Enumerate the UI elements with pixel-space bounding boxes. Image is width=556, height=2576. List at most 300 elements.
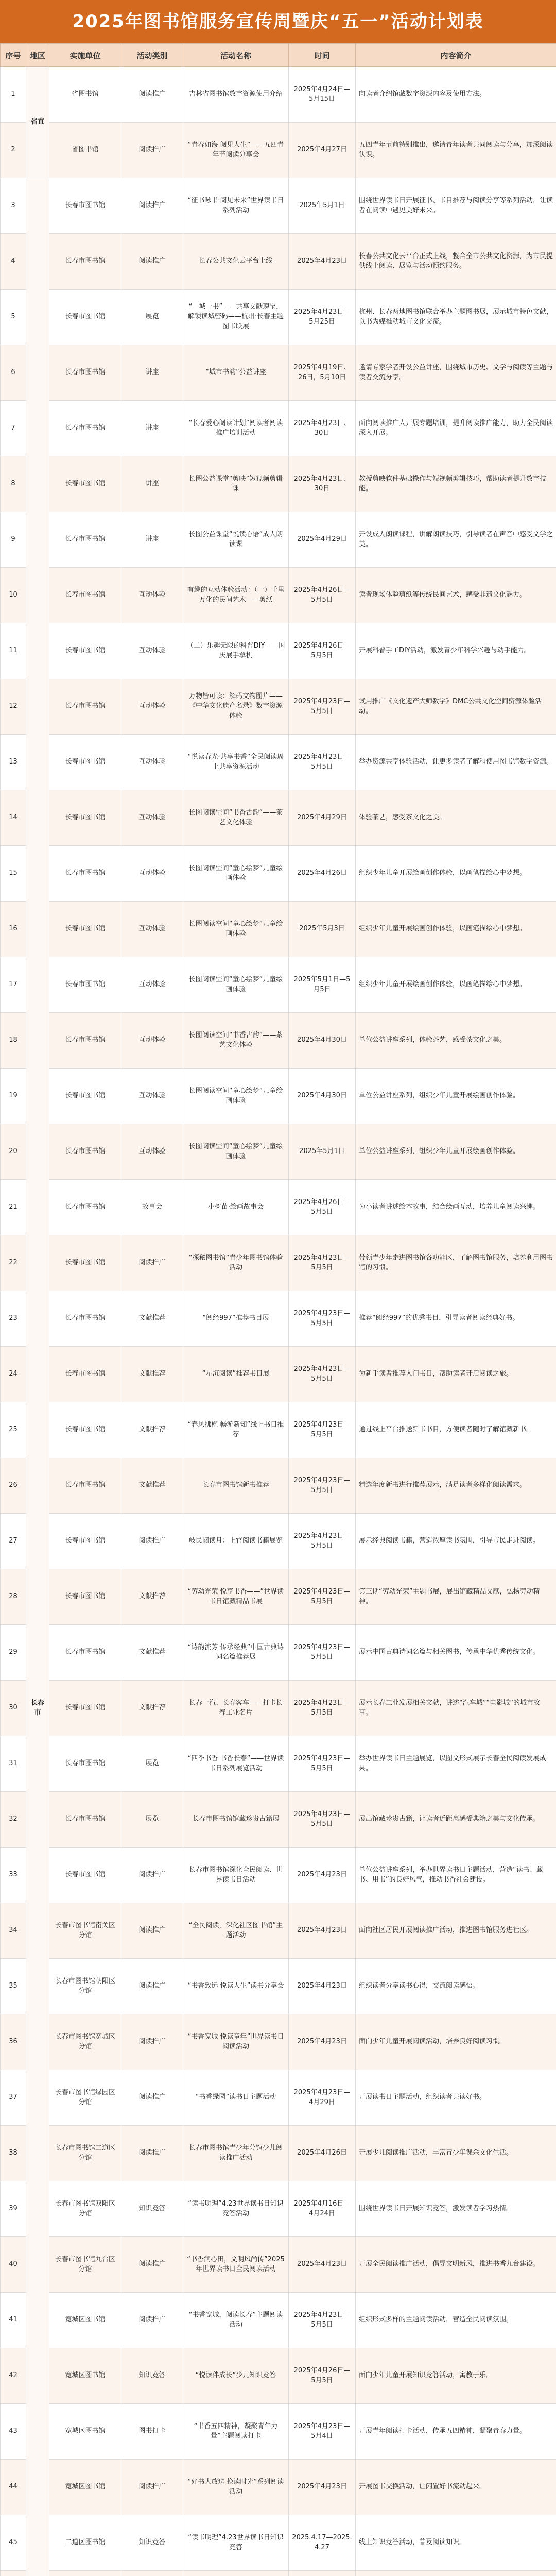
cell-unit: 长春市图书馆南关区分馆 <box>49 1903 121 1959</box>
cell-no: 43 <box>1 2404 26 2460</box>
cell-unit: 长春市图书馆 <box>49 846 121 902</box>
cell-type: 阅读推广 <box>121 1514 183 1569</box>
cell-unit: 长春市图书馆 <box>49 1069 121 1124</box>
cell-unit: 长春市图书馆 <box>49 512 121 568</box>
header-time: 时间 <box>289 44 356 67</box>
cell-activity-name: 长图阅读空间“童心绘梦”儿童绘画体验 <box>183 1069 289 1124</box>
cell-time: 2025年4月26日—5月5日 <box>289 2348 356 2404</box>
cell-time: 2025年4月23日—5月5日 <box>289 679 356 735</box>
cell-content: 开展读书日主题活动，组织读者共读好书。 <box>356 2070 556 2126</box>
cell-type: 阅读推广 <box>121 2237 183 2293</box>
cell-no: 13 <box>1 735 26 790</box>
cell-unit: 省图书馆 <box>49 123 121 178</box>
cell-time: 2025年4月23日、30日 <box>289 401 356 456</box>
cell-unit: 长春市图书馆 <box>49 234 121 290</box>
cell-type: 讲座 <box>121 512 183 568</box>
table-row <box>1 456 556 512</box>
cell-content: 展示经典阅读书籍，营造浓厚读书氛围，引导市民走进阅读。 <box>356 1514 556 1569</box>
cell-type: 图书打卡 <box>121 2404 183 2460</box>
cell-type: 展览 <box>121 1792 183 1848</box>
cell-activity-name: 长图阅读空间“书香古韵”——茶艺文化体验 <box>183 1013 289 1069</box>
cell-unit: 长春市图书馆 <box>49 1013 121 1069</box>
cell-type: 讲座 <box>121 345 183 401</box>
cell-content: 面向社区居民开展阅读推广活动，推进图书馆服务进社区。 <box>356 1903 556 1959</box>
cell-type: 讲座 <box>121 401 183 456</box>
cell-no: 34 <box>1 1903 26 1959</box>
cell-no: 36 <box>1 2014 26 2070</box>
table-row <box>1 679 556 735</box>
table-row <box>1 1514 556 1569</box>
cell-no: 19 <box>1 1069 26 1124</box>
cell-unit: 宽城区图书馆 <box>49 2293 121 2348</box>
cell-time: 2025年4月23日—5月5日 <box>289 735 356 790</box>
table-row <box>1 2460 556 2515</box>
cell-time <box>289 2571 356 2576</box>
cell-no: 21 <box>1 1180 26 1235</box>
cell-type: 文献推荐 <box>121 1402 183 1458</box>
cell-unit: 长春市图书馆 <box>49 401 121 456</box>
cell-activity-name: “书香宽城 悦读童年”世界读书日阅读活动 <box>183 2014 289 2070</box>
cell-activity-name: “四季书香 书香长春”——世界读书日系列展览活动 <box>183 1736 289 1792</box>
cell-unit: 长春市图书馆 <box>49 623 121 679</box>
table-row <box>1 1180 556 1235</box>
cell-time: 2025年5月1日 <box>289 1124 356 1180</box>
table-row <box>1 1458 556 1514</box>
cell-content: 单位公益讲座系列，体验茶艺，感受茶文化之美。 <box>356 1013 556 1069</box>
cell-unit: 长春市图书馆 <box>49 1569 121 1625</box>
cell-time: 2025年4月19日、26日，5月10日 <box>289 345 356 401</box>
cell-type: 互动体验 <box>121 1124 183 1180</box>
table-row <box>1 1959 556 2014</box>
cell-content: 开展全民阅读推广活动，倡导文明新风，推进书香九台建设。 <box>356 2237 556 2293</box>
cell-time: 2025年4月23日 <box>289 2237 356 2293</box>
cell-content: 推荐“阅经997”的优秀书目，引导读者阅读经典好书。 <box>356 1291 556 1347</box>
cell-activity-name: “城市书韵”公益讲座 <box>183 345 289 401</box>
cell-unit: 长春市图书馆 <box>49 456 121 512</box>
cell-activity-name: 长图公益课堂“剪映”短视频剪辑课 <box>183 456 289 512</box>
cell-activity-name: 长春公共文化云平台上线 <box>183 234 289 290</box>
cell-content: 向读者介绍馆藏数字资源内容及使用方法。 <box>356 67 556 123</box>
cell-unit: 宽城区图书馆 <box>49 2460 121 2515</box>
cell-activity-name: 长图阅读空间“书香古韵”——茶艺文化体验 <box>183 790 289 846</box>
cell-type: 互动体验 <box>121 623 183 679</box>
cell-no: 3 <box>1 178 26 234</box>
cell-no: 5 <box>1 290 26 345</box>
cell-time: 2025年4月27日 <box>289 123 356 178</box>
cell-activity-name: 长图阅读空间“童心绘梦”儿童绘画体验 <box>183 902 289 957</box>
cell-time: 2025年4月23日 <box>289 1848 356 1903</box>
table-row <box>1 1402 556 1458</box>
cell-no: 10 <box>1 568 26 623</box>
cell-activity-name: 长春市图书馆深化全民阅读、世界读书日活动 <box>183 1848 289 1903</box>
table-row <box>1 846 556 902</box>
cell-activity-name: “好书大放送 换读时光”系列阅读活动 <box>183 2460 289 2515</box>
cell-content: 展示中国古典诗词名篇与相关图书，传承中华优秀传统文化。 <box>356 1625 556 1681</box>
cell-time: 2025年4月23日—5月5日 <box>289 1347 356 1402</box>
table-row <box>1 234 556 290</box>
cell-time: 2025年4月23日—5月5日 <box>289 1736 356 1792</box>
cell-time: 2025年4月23日—5月5日 <box>289 1402 356 1458</box>
cell-activity-name: “全民阅读，深化社区图书馆”主题活动 <box>183 1903 289 1959</box>
table-row <box>1 2070 556 2126</box>
cell-unit: 长春市图书馆 <box>49 1848 121 1903</box>
cell-activity-name: 长春一汽、长春客车——打卡长春工业名片 <box>183 1681 289 1736</box>
cell-activity-name: “征书咏书·阅见未来”世界读书日系列活动 <box>183 178 289 234</box>
cell-time: 2025年4月29日 <box>289 790 356 846</box>
cell-no: 39 <box>1 2181 26 2237</box>
cell-content: 试用推广《文化遗产大师数字》DMC公共文化空间资源体验活动。 <box>356 679 556 735</box>
table-row <box>1 2404 556 2460</box>
cell-no: 15 <box>1 846 26 902</box>
cell-unit: 长春市图书馆 <box>49 1402 121 1458</box>
cell-no: 23 <box>1 1291 26 1347</box>
cell-content: 展出馆藏珍贵古籍，让读者近距离感受典籍之美与文化传承。 <box>356 1792 556 1848</box>
cell-content: 线上知识竞答活动，普及阅读知识。 <box>356 2515 556 2571</box>
cell-unit: 长春市图书馆 <box>49 1681 121 1736</box>
cell-no: 20 <box>1 1124 26 1180</box>
table-row <box>1 1069 556 1124</box>
cell-type: 知识竞答 <box>121 2348 183 2404</box>
cell-no: 6 <box>1 345 26 401</box>
cell-activity-name: “书香宽城，阅读长春”主题阅读活动 <box>183 2293 289 2348</box>
cell-type: 互动体验 <box>121 957 183 1013</box>
cell-no: 33 <box>1 1848 26 1903</box>
cell-type: 文献推荐 <box>121 1569 183 1625</box>
cell-time: 2025年4月26日—5月5日 <box>289 623 356 679</box>
cell-time: 2025年4月23日—5月5日 <box>289 1681 356 1736</box>
table-row <box>1 2293 556 2348</box>
cell-activity-name: “书香五四精神，凝聚青年力量”主题阅读打卡 <box>183 2404 289 2460</box>
cell-type: 展览 <box>121 1736 183 1792</box>
table-row <box>1 1903 556 1959</box>
cell-content: 开展科普手工DIY活动，激发青少年科学兴趣与动手能力。 <box>356 623 556 679</box>
cell-type: 阅读推广 <box>121 1235 183 1291</box>
cell-content: 开设成人朗读课程，讲解朗读技巧，引导读者在声音中感受文学之美。 <box>356 512 556 568</box>
cell-activity-name: 有趣的互动体验活动：（一）千里万化的民间艺术——剪纸 <box>183 568 289 623</box>
cell-activity-name: 长春市图书馆新书推荐 <box>183 1458 289 1514</box>
cell-activity-name: 吉林省图书馆数字资源使用介绍 <box>183 67 289 123</box>
cell-type: 文献推荐 <box>121 1458 183 1514</box>
cell-time: 2025年4月23日—5月5日 <box>289 1792 356 1848</box>
cell-unit: 长春市图书馆双阳区分馆 <box>49 2181 121 2237</box>
cell-type: 故事会 <box>121 1180 183 1235</box>
cell-unit: 长春市图书馆朝阳区分馆 <box>49 1959 121 2014</box>
cell-no: 7 <box>1 401 26 456</box>
cell-time: 2025.4.17—2025.4.27 <box>289 2515 356 2571</box>
cell-unit: 长春市图书馆二道区分馆 <box>49 2126 121 2181</box>
table-body <box>1 67 556 2576</box>
table-row <box>1 2181 556 2237</box>
cell-content: 组织少年儿童开展绘画创作体验，以画笔描绘心中梦想。 <box>356 957 556 1013</box>
cell-content: 体验茶艺，感受茶文化之美。 <box>356 790 556 846</box>
cell-activity-name: 小树苗·绘画故事会 <box>183 1180 289 1235</box>
cell-no: 35 <box>1 1959 26 2014</box>
cell-unit: 省图书馆 <box>49 67 121 123</box>
cell-activity-name: 长春市图书馆青少年分馆少儿阅读推广活动 <box>183 2126 289 2181</box>
cell-activity-name: “阅经997”推荐书目展 <box>183 1291 289 1347</box>
cell-unit: 长春市图书馆 <box>49 902 121 957</box>
cell-content: 面向阅读推广人开展专题培训，提升阅读推广能力，助力全民阅读深入开展。 <box>356 401 556 456</box>
table-row <box>1 735 556 790</box>
table-row <box>1 2126 556 2181</box>
cell-no: 27 <box>1 1514 26 1569</box>
cell-content: 举办世界读书日主题展览，以图文形式展示长春全民阅读发展成果。 <box>356 1736 556 1792</box>
cell-content: 通过线上平台推送新书书目，方便读者随时了解馆藏新书。 <box>356 1402 556 1458</box>
cell-no: 38 <box>1 2126 26 2181</box>
cell-type: 文献推荐 <box>121 1625 183 1681</box>
cell-no: 42 <box>1 2348 26 2404</box>
cell-content: 展示长春工业发展相关文献，讲述“汽车城”“电影城”的城市故事。 <box>356 1681 556 1736</box>
cell-no: 28 <box>1 1569 26 1625</box>
cell-content: 组织读者分享读书心得，交流阅读感悟。 <box>356 1959 556 2014</box>
cell-unit: 长春市图书馆 <box>49 345 121 401</box>
cell-activity-name: 万物皆可读：解码文物图片——《中华文化遗产名录》数字资源体验 <box>183 679 289 735</box>
cell-content: 围绕世界读书日开展知识竞答，激发读者学习热情。 <box>356 2181 556 2237</box>
cell-content: 单位公益讲座系列，举办世界读书日主题活动，营造“读书、藏书、用书”的良好风气，推动书香社会建设。 <box>356 1848 556 1903</box>
cell-content: 读者现场体验剪纸等传统民间艺术，感受非遗文化魅力。 <box>356 568 556 623</box>
cell-activity-name <box>183 2571 289 2576</box>
table-row <box>1 1235 556 1291</box>
table-row <box>1 902 556 957</box>
cell-type: 阅读推广 <box>121 1848 183 1903</box>
cell-time: 2025年4月26日 <box>289 846 356 902</box>
cell-unit: 长春市图书馆 <box>49 1291 121 1347</box>
cell-unit: 长春市图书馆 <box>49 735 121 790</box>
cell-content: 举办资源共享体验活动，让更多读者了解和使用图书馆数字资源。 <box>356 735 556 790</box>
cell-type: 文献推荐 <box>121 1681 183 1736</box>
cell-type: 阅读推广 <box>121 178 183 234</box>
header-no: 序号 <box>1 44 26 67</box>
table-row <box>1 178 556 234</box>
cell-time: 2025年4月23日、30日 <box>289 456 356 512</box>
cell-content: 为小读者讲述绘本故事，结合绘画互动，培养儿童阅读兴趣。 <box>356 1180 556 1235</box>
cell-activity-name: “书香润心田，文明风尚传”2025年世界读书日全民阅读活动 <box>183 2237 289 2293</box>
table-row <box>1 2571 556 2576</box>
cell-no: 8 <box>1 456 26 512</box>
cell-type: 阅读推广 <box>121 123 183 178</box>
cell-region: 省直 <box>26 67 49 178</box>
cell-activity-name: “一城一书”——共享文献瑰宝，解锁读城密码——杭州·长春主题图书联展 <box>183 290 289 345</box>
table-row <box>1 345 556 401</box>
cell-no: 2 <box>1 123 26 178</box>
cell-region: 长春市 <box>26 178 49 2576</box>
cell-unit: 长春市图书馆 <box>49 679 121 735</box>
cell-content: 带领青少年走进图书馆各功能区，了解图书馆服务，培养利用图书馆的习惯。 <box>356 1235 556 1291</box>
cell-time: 2025年4月16日—4月24日 <box>289 2181 356 2237</box>
table-row <box>1 1848 556 1903</box>
cell-type: 互动体验 <box>121 735 183 790</box>
cell-type: 知识竞答 <box>121 2515 183 2571</box>
table-row <box>1 790 556 846</box>
cell-activity-name: “读书明理”4.23世界读书日知识竞答 <box>183 2515 289 2571</box>
cell-activity-name: “书香绿园”读书日主题活动 <box>183 2070 289 2126</box>
cell-no: 29 <box>1 1625 26 1681</box>
cell-activity-name: （二）乐趣无限的科普DIY——国庆展手拿机 <box>183 623 289 679</box>
table-row <box>1 1013 556 1069</box>
cell-unit: 长春市图书馆 <box>49 1235 121 1291</box>
table-row <box>1 1291 556 1347</box>
cell-unit: 长春市图书馆 <box>49 1347 121 1402</box>
header-unit: 实施单位 <box>49 44 121 67</box>
cell-time: 2025年4月29日 <box>289 512 356 568</box>
cell-unit: 长春市图书馆 <box>49 1180 121 1235</box>
cell-content: 单位公益讲座系列，组织少年儿童开展绘画创作体验。 <box>356 1124 556 1180</box>
cell-activity-name: “诗韵流芳 传承经典”中国古典诗词名篇推荐展 <box>183 1625 289 1681</box>
cell-unit: 长春市图书馆 <box>49 1514 121 1569</box>
cell-content: 邀请专家学者开设公益讲座，围绕城市历史、文学与阅读等主题与读者交流分享。 <box>356 345 556 401</box>
cell-time: 2025年4月30日 <box>289 1069 356 1124</box>
cell-unit: 长春市图书馆 <box>49 1736 121 1792</box>
cell-content: 第三期“劳动光荣”主题书展，展出馆藏精品文献，弘扬劳动精神。 <box>356 1569 556 1625</box>
table-row <box>1 1569 556 1625</box>
cell-no: 17 <box>1 957 26 1013</box>
cell-time: 2025年4月23日 <box>289 1903 356 1959</box>
cell-unit: 宽城区图书馆 <box>49 2404 121 2460</box>
cell-time: 2025年4月26日 <box>289 2126 356 2181</box>
cell-content: 组织少年儿童开展绘画创作体验，以画笔描绘心中梦想。 <box>356 902 556 957</box>
table-row <box>1 1736 556 1792</box>
cell-type: 文献推荐 <box>121 1347 183 1402</box>
cell-no: 22 <box>1 1235 26 1291</box>
cell-type <box>121 2571 183 2576</box>
cell-time: 2025年4月26日—5月5日 <box>289 1180 356 1235</box>
cell-unit: 长春市图书馆 <box>49 178 121 234</box>
cell-activity-name: 长图阅读空间“童心绘梦”儿童绘画体验 <box>183 957 289 1013</box>
table-row <box>1 2515 556 2571</box>
table-row <box>1 1681 556 1736</box>
cell-activity-name: “探秘图书馆”青少年图书馆体验活动 <box>183 1235 289 1291</box>
cell-no: 11 <box>1 623 26 679</box>
table-row <box>1 1124 556 1180</box>
activity-table <box>0 43 556 2576</box>
cell-type: 互动体验 <box>121 1013 183 1069</box>
cell-unit: 长春市图书馆 <box>49 1625 121 1681</box>
cell-no: 4 <box>1 234 26 290</box>
cell-time: 2025年4月26日—5月5日 <box>289 568 356 623</box>
cell-activity-name: 长图阅读空间“童心绘梦”儿童绘画体验 <box>183 1124 289 1180</box>
cell-activity-name: “悦读伴成长”少儿知识竞答 <box>183 2348 289 2404</box>
cell-no: 16 <box>1 902 26 957</box>
cell-content: 开展少儿阅读推广活动，丰富青少年课余文化生活。 <box>356 2126 556 2181</box>
cell-unit: 长春市图书馆 <box>49 1124 121 1180</box>
cell-time: 2025年4月23日—5月5日 <box>289 1514 356 1569</box>
cell-time: 2025年4月24日—5月15日 <box>289 67 356 123</box>
cell-time: 2025年4月23日—4月29日 <box>289 2070 356 2126</box>
cell-time: 2025年4月23日—5月5日 <box>289 1291 356 1347</box>
cell-unit: 长春市图书馆九台区分馆 <box>49 2237 121 2293</box>
cell-no: 14 <box>1 790 26 846</box>
table-row <box>1 957 556 1013</box>
cell-no: 24 <box>1 1347 26 1402</box>
cell-no: 41 <box>1 2293 26 2348</box>
cell-content: 面向少年儿童开展知识竞答活动，寓教于乐。 <box>356 2348 556 2404</box>
cell-type: 互动体验 <box>121 846 183 902</box>
cell-unit: 长春市图书馆宽城区分馆 <box>49 2014 121 2070</box>
cell-time: 2025年4月23日—5月25日 <box>289 290 356 345</box>
cell-content: 围绕世界读书日开展征书、书目推荐与阅读分享等系列活动，让读者在阅读中遇见美好未来。 <box>356 178 556 234</box>
cell-type: 互动体验 <box>121 679 183 735</box>
cell-content: 长春公共文化云平台正式上线，整合全市公共文化资源，为市民提供线上阅读、展览与活动预约服务。 <box>356 234 556 290</box>
cell-time: 2025年5月1日—5月5日 <box>289 957 356 1013</box>
cell-activity-name: 岐民阅读月：上官阅读书籍展览 <box>183 1514 289 1569</box>
cell-no: 40 <box>1 2237 26 2293</box>
cell-no: 37 <box>1 2070 26 2126</box>
cell-no: 30 <box>1 1681 26 1736</box>
cell-no: 31 <box>1 1736 26 1792</box>
cell-content: 开展图书交换活动，让闲置好书流动起来。 <box>356 2460 556 2515</box>
cell-unit: 长春市图书馆 <box>49 290 121 345</box>
cell-unit: 长春市图书馆 <box>49 957 121 1013</box>
cell-type: 展览 <box>121 290 183 345</box>
cell-type: 阅读推广 <box>121 2460 183 2515</box>
cell-activity-name: “劳动光荣 悦享书香——”世界读书日馆藏精品书展 <box>183 1569 289 1625</box>
cell-time: 2025年4月23日 <box>289 1959 356 2014</box>
cell-activity-name: 长春市图书馆馆藏珍贵古籍展 <box>183 1792 289 1848</box>
cell-content: 杭州、长春两地图书馆联合举办主题图书展，展示城市特色文献，以书为媒推动城市文化交流。 <box>356 290 556 345</box>
cell-type: 互动体验 <box>121 902 183 957</box>
cell-activity-name: “春风拂槛 畅游新知”线上书目推荐 <box>183 1402 289 1458</box>
cell-time: 2025年5月3日 <box>289 902 356 957</box>
cell-content: 组织少年儿童开展绘画创作体验，以画笔描绘心中梦想。 <box>356 846 556 902</box>
cell-type: 知识竞答 <box>121 2181 183 2237</box>
cell-activity-name: “读书明理”4.23世界读书日知识竞答活动 <box>183 2181 289 2237</box>
cell-unit: 二道区图书馆 <box>49 2515 121 2571</box>
cell-time: 2025年4月23日—5月5日 <box>289 1235 356 1291</box>
cell-time: 2025年4月23日—5月5日 <box>289 2293 356 2348</box>
cell-unit: 长春市图书馆绿园区分馆 <box>49 2070 121 2126</box>
cell-type: 阅读推广 <box>121 67 183 123</box>
cell-time: 2025年4月23日 <box>289 2460 356 2515</box>
table-row <box>1 623 556 679</box>
cell-type: 文献推荐 <box>121 1291 183 1347</box>
cell-time: 2025年4月30日 <box>289 1013 356 1069</box>
table-row <box>1 401 556 456</box>
cell-activity-name: “书香致远 悦读人生”读书分享会 <box>183 1959 289 2014</box>
cell-type: 阅读推广 <box>121 1959 183 2014</box>
cell-type: 阅读推广 <box>121 2014 183 2070</box>
cell-content: 精选年度新书进行推荐展示，满足读者多样化阅读需求。 <box>356 1458 556 1514</box>
cell-no <box>1 2571 26 2576</box>
header-region: 地区 <box>26 44 49 67</box>
cell-content: 面向少年儿童开展阅读活动，培养良好阅读习惯。 <box>356 2014 556 2070</box>
cell-unit <box>49 2571 121 2576</box>
table-row <box>1 67 556 123</box>
cell-activity-name: 长图阅读空间“童心绘梦”儿童绘画体验 <box>183 846 289 902</box>
header-name: 活动名称 <box>183 44 289 67</box>
header-type: 活动类别 <box>121 44 183 67</box>
cell-type: 阅读推广 <box>121 2293 183 2348</box>
cell-type: 阅读推广 <box>121 2126 183 2181</box>
cell-content <box>356 2571 556 2576</box>
cell-content: 为新手读者推荐入门书目，帮助读者开启阅读之旅。 <box>356 1347 556 1402</box>
cell-unit: 长春市图书馆 <box>49 1792 121 1848</box>
table-header-row <box>1 44 556 67</box>
table-row <box>1 1625 556 1681</box>
table-row <box>1 2348 556 2404</box>
cell-activity-name: “星沉阅读”推荐书目展 <box>183 1347 289 1402</box>
cell-unit: 长春市图书馆 <box>49 568 121 623</box>
cell-no: 26 <box>1 1458 26 1514</box>
cell-time: 2025年4月23日—5月5日 <box>289 1458 356 1514</box>
cell-time: 2025年4月23日 <box>289 2014 356 2070</box>
table-row <box>1 1347 556 1402</box>
cell-content: 五四青年节前特别推出，邀请青年读者共同阅读与分享，加深阅读认识。 <box>356 123 556 178</box>
table-row <box>1 568 556 623</box>
table-row <box>1 2237 556 2293</box>
cell-no: 44 <box>1 2460 26 2515</box>
cell-type: 阅读推广 <box>121 1903 183 1959</box>
cell-activity-name: “青春如海 阅见人生”——五四青年节阅读分享会 <box>183 123 289 178</box>
